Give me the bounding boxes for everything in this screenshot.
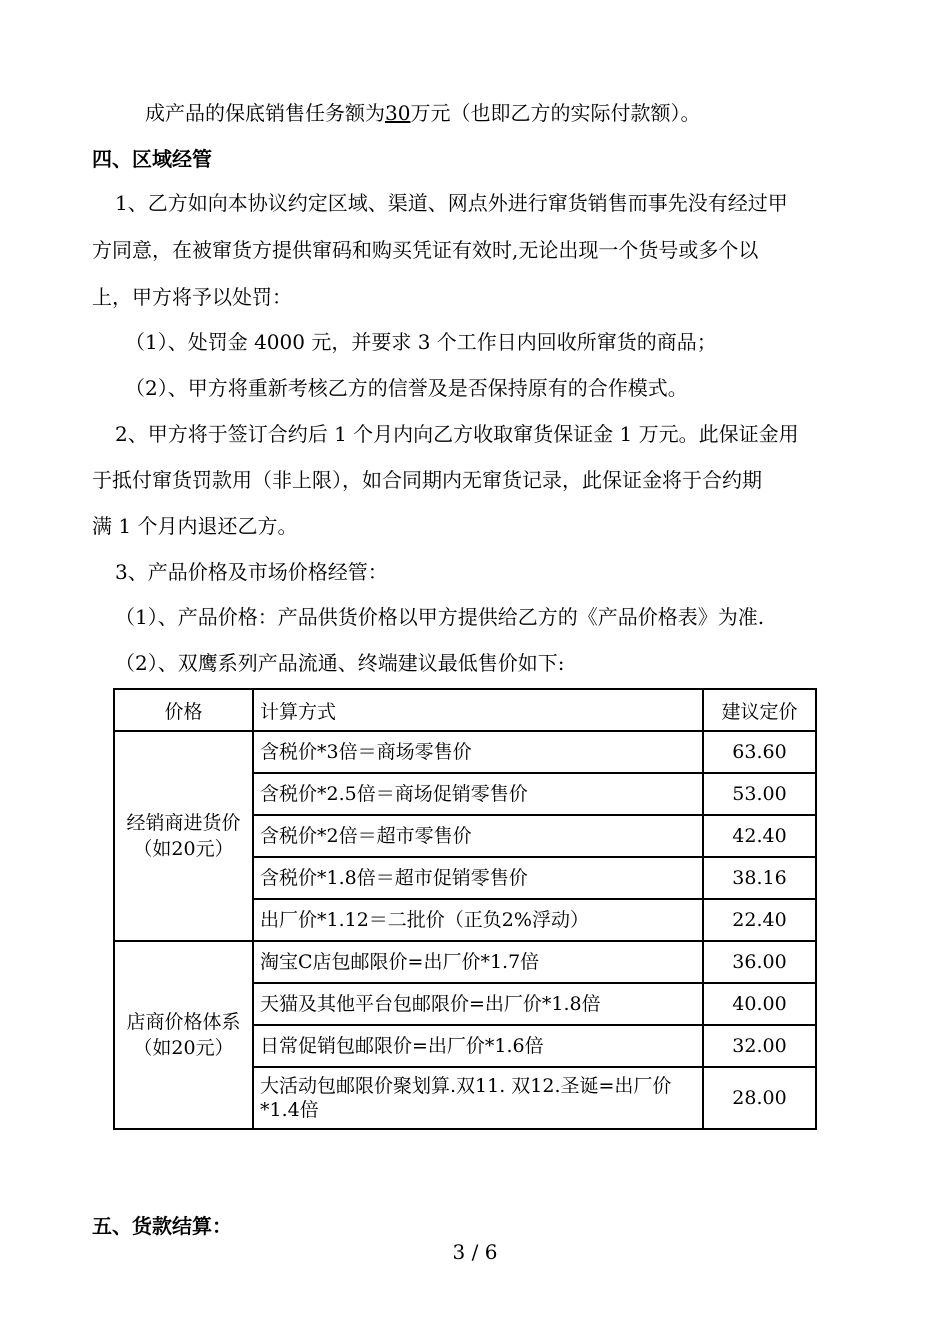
group-note: （如20元） bbox=[133, 1037, 234, 1059]
item2-line1: 2、甲方将于签订合约后 1 个月内向乙方收取窜货保证金 1 万元。此保证金用 bbox=[115, 422, 799, 446]
method-cell: 天猫及其他平台包邮限价=出厂价*1.8倍 bbox=[253, 983, 703, 1025]
item3-sub1: （1）、产品价格：产品供货价格以甲方提供给乙方的《产品价格表》为准. bbox=[115, 605, 765, 629]
item1-line1: 1、乙方如向本协议约定区域、渠道、网点外进行窜货销售而事先没有经过甲 bbox=[115, 191, 788, 215]
intro-amount: 30 bbox=[385, 101, 411, 125]
value-cell: 53.00 bbox=[703, 773, 816, 815]
method-cell: 出厂价*1.12＝二批价（正负2%浮动） bbox=[253, 899, 703, 941]
table-row bbox=[114, 731, 816, 773]
intro-line bbox=[145, 99, 700, 127]
value-cell: 36.00 bbox=[703, 941, 816, 983]
item2-line3: 满 1 个月内退还乙方。 bbox=[92, 514, 298, 538]
intro-text-before: 成产品的保底销售任务额为 bbox=[145, 101, 385, 125]
item1-sub2: （2）、甲方将重新考核乙方的信誉及是否保持原有的合作模式。 bbox=[125, 376, 688, 400]
group-cell-dealer bbox=[114, 731, 253, 941]
item1-sub1: （1）、处罚金 4000 元，并要求 3 个工作日内回收所窜货的商品； bbox=[125, 330, 717, 354]
value-cell: 40.00 bbox=[703, 983, 816, 1025]
group-note: （如20元） bbox=[133, 838, 234, 860]
section-5-heading: 五、货款结算： bbox=[92, 1214, 232, 1238]
item3-sub2: （2）、双鹰系列产品流通、终端建议最低售价如下: bbox=[115, 651, 565, 675]
group-name: 经销商进货价 bbox=[126, 812, 241, 834]
page-number: 3 / 6 bbox=[452, 1240, 498, 1264]
method-cell: 含税价*2倍＝超市零售价 bbox=[253, 815, 703, 857]
section-4-heading: 四、区域经管 bbox=[92, 147, 212, 171]
header-suggested: 建议定价 bbox=[703, 689, 816, 731]
value-cell: 22.40 bbox=[703, 899, 816, 941]
table-row bbox=[114, 941, 816, 983]
item1-line2: 方同意，在被窜货方提供窜码和购买凭证有效时,无论出现一个货号或多个以 bbox=[92, 238, 759, 262]
group-name: 店商价格体系 bbox=[126, 1011, 241, 1033]
method-cell: 日常促销包邮限价=出厂价*1.6倍 bbox=[253, 1025, 703, 1067]
item3-line1: 3、产品价格及市场价格经管： bbox=[115, 560, 388, 584]
value-cell: 32.00 bbox=[703, 1025, 816, 1067]
method-cell: 淘宝C店包邮限价=出厂价*1.7倍 bbox=[253, 941, 703, 983]
intro-text-after: 万元（也即乙方的实际付款额）。 bbox=[410, 101, 701, 125]
value-cell: 28.00 bbox=[703, 1067, 816, 1129]
method-cell: 含税价*3倍＝商场零售价 bbox=[253, 731, 703, 773]
group-cell-store bbox=[114, 941, 253, 1129]
value-cell: 38.16 bbox=[703, 857, 816, 899]
method-cell: 含税价*2.5倍＝商场促销零售价 bbox=[253, 773, 703, 815]
price-table bbox=[113, 688, 817, 1130]
value-cell: 42.40 bbox=[703, 815, 816, 857]
method-cell: 大活动包邮限价聚划算.双11. 双12.圣诞=出厂价*1.4倍 bbox=[253, 1067, 703, 1129]
method-cell: 含税价*1.8倍＝超市促销零售价 bbox=[253, 857, 703, 899]
table-header-row bbox=[114, 689, 816, 731]
item2-line2: 于抵付窜货罚款用（非上限），如合同期内无窜货记录，此保证金将于合约期 bbox=[92, 468, 762, 492]
value-cell: 63.60 bbox=[703, 731, 816, 773]
item1-line3: 上，甲方将予以处罚： bbox=[92, 285, 292, 309]
header-price: 价格 bbox=[114, 689, 253, 731]
header-method: 计算方式 bbox=[253, 689, 703, 731]
